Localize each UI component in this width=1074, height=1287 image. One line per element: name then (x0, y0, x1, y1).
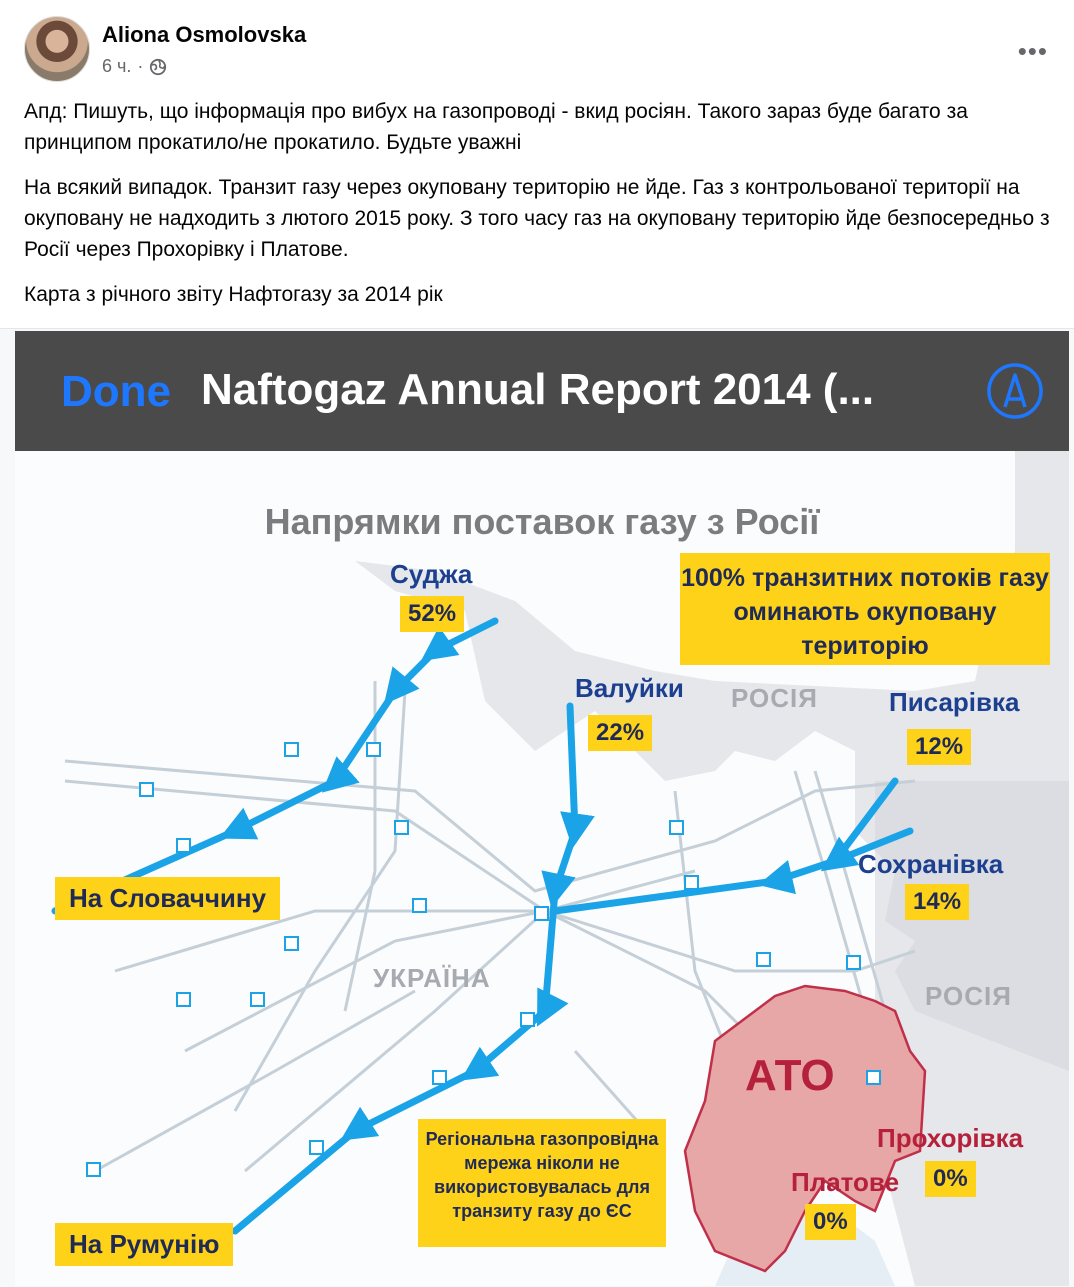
ato-label: АТО (745, 1051, 835, 1100)
point-share: 22% (588, 715, 652, 751)
point-share: 12% (907, 729, 971, 765)
globe-icon[interactable] (149, 58, 167, 76)
point-share: 0% (805, 1204, 856, 1240)
point-name: Валуйки (575, 673, 684, 703)
more-options-icon[interactable]: ••• (1017, 36, 1048, 66)
gas-map (15, 451, 1069, 1286)
point-name: Сохранівка (858, 849, 1004, 879)
post-paragraph: На всякий випадок. Транзит газу через окуповану територію не йде. Газ з контрольованої території на окуповану не надходить з лютого 2015 року. З того часу газ на окуповану територію йде безпосередньо з Росії через Прохорівку і Платове. (24, 176, 1050, 261)
done-button: Done (61, 367, 171, 416)
point-name: Суджа (390, 559, 473, 589)
avatar[interactable] (24, 16, 90, 82)
markup-pen-icon (985, 361, 1045, 421)
post-paragraph: Апд: Пишуть, що інформація про вибух на газопроводі - вкид росіян. Такого зараз буде багато за принципом прокатило/не прокатило. Будьте уважні (24, 100, 968, 154)
point-name: Прохорівка (877, 1123, 1024, 1153)
point-name: Платове (791, 1167, 900, 1197)
point-share: 0% (925, 1161, 976, 1197)
destination-label: На Румунію (69, 1229, 220, 1259)
map-title: Напрямки поставок газу з Росії (264, 501, 820, 542)
regional-network-note-text: Регіональна газопровідна мережа ніколи не використовувалась для транзиту газу до ЄС (425, 1129, 659, 1221)
pdf-viewer-toolbar (15, 331, 1069, 451)
transit-notice-text: 100% транзитних потоків газу оминають окуповану територію (681, 564, 1049, 660)
transit-notice (680, 553, 1050, 665)
regional-network-note (418, 1119, 666, 1247)
post-body (24, 96, 1054, 324)
document-title: Naftogaz Annual Report 2014 (... (201, 365, 875, 414)
point-share: 52% (400, 596, 464, 632)
post-paragraph: Карта з річного звіту Нафтогазу за 2014 рік (24, 283, 443, 306)
region-ukraine: УКРАЇНА (373, 963, 491, 993)
author-name[interactable]: Aliona Osmolovska (102, 22, 307, 47)
post-header (24, 16, 1054, 82)
region-russia: РОСІЯ (731, 683, 818, 713)
destination-label: На Словаччину (69, 883, 267, 913)
destination-slovakia (55, 877, 280, 920)
destination-romania (55, 1223, 233, 1266)
meta-separator: · (137, 56, 144, 76)
point-name: Писарівка (889, 687, 1020, 717)
post-time[interactable]: 6 ч. (102, 56, 132, 76)
point-share: 14% (905, 884, 969, 920)
region-russia: РОСІЯ (925, 981, 1012, 1011)
post-meta (102, 56, 167, 77)
